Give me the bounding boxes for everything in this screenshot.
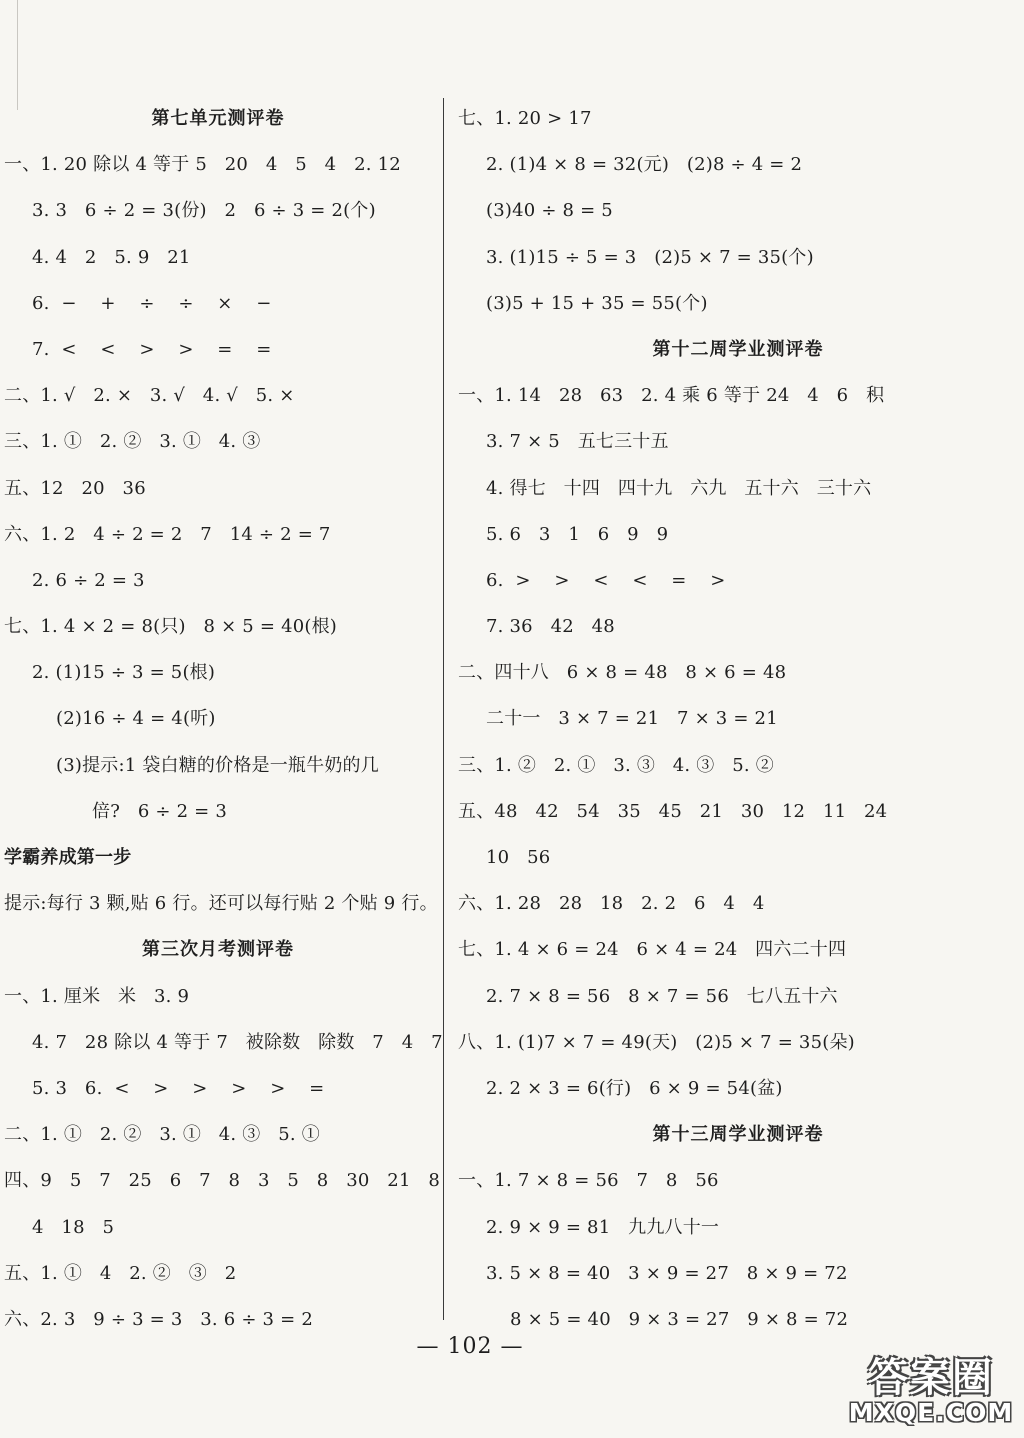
answer-line: 2. 9 × 9 = 81 九九八十一 [486,1216,720,1238]
section-heading-unit7: 第七单元测评卷 [151,108,285,129]
answer-line: 四、9 5 7 25 6 7 8 3 5 8 30 21 8 [4,1170,441,1192]
answer-line: 七、1. 20 > 17 [458,108,592,129]
answer-line: 5. 6 3 1 6 9 9 [486,523,669,545]
section-heading-monthly-test3: 第三次月考测评卷 [142,939,294,961]
answer-line: 七、1. 4 × 6 = 24 6 × 4 = 24 四六二十四 [458,939,847,961]
answer-line: 6. − + ÷ ÷ × − [32,292,272,314]
answer-line: 提示:每行 3 颗,贴 6 行。还可以每行贴 2 个贴 9 行。 [4,893,438,915]
answer-line: 六、1. 28 28 18 2. 2 6 4 4 [458,893,765,915]
answer-line: 三、1. ② 2. ① 3. ③ 4. ③ 5. ② [458,754,774,776]
answer-line: 5. 3 6. < > > > > = [32,1077,325,1099]
answer-line: 一、1. 20 除以 4 等于 5 20 4 5 4 2. 12 [4,154,401,176]
answer-line: 2. (1)15 ÷ 3 = 5(根) [32,662,216,684]
answer-line: 3. 5 × 8 = 40 3 × 9 = 27 8 × 9 = 72 [486,1262,848,1284]
answer-line: (2)16 ÷ 4 = 4(听) [56,708,216,730]
answer-line: 7. < < > > = = [32,338,272,360]
answer-line: 3. (1)15 ÷ 5 = 3 (2)5 × 7 = 35(个) [486,246,814,268]
right-column [458,96,1018,1343]
answer-line: 七、1. 4 × 2 = 8(只) 8 × 5 = 40(根) [4,616,338,638]
answer-line: 一、1. 14 28 63 2. 4 乘 6 等于 24 4 6 积 [458,385,885,407]
site-watermark-logo [846,1346,1016,1432]
answer-line: 7. 36 42 48 [486,616,615,638]
answer-line: 8 × 5 = 40 9 × 3 = 27 9 × 8 = 72 [510,1308,849,1330]
answer-line: 二十一 3 × 7 = 21 7 × 3 = 21 [486,708,778,730]
answer-line: 10 56 [486,847,551,868]
answer-line: 倍? 6 ÷ 2 = 3 [92,800,228,822]
column-divider [443,98,444,1320]
answer-line: 3. 3 6 ÷ 2 = 3(份) 2 6 ÷ 3 = 2(个) [32,200,376,222]
answer-line: 2. 2 × 3 = 6(行) 6 × 9 = 54(盆) [486,1077,783,1099]
answer-line: 4. 7 28 除以 4 等于 7 被除数 除数 7 4 7 [32,1031,443,1053]
page-number: — 102 — [416,1334,524,1359]
answer-line: 八、1. (1)7 × 7 = 49(天) (2)5 × 7 = 35(朵) [458,1031,855,1053]
answer-line: 一、1. 厘米 米 3. 9 [4,985,190,1007]
answer-line: 二、四十八 6 × 8 = 48 8 × 6 = 48 [458,662,787,684]
left-column [4,96,443,1343]
watermark-title: 答案圈 [868,1355,994,1401]
answer-line: 一、1. 7 × 8 = 56 7 8 56 [458,1170,719,1192]
answer-line: 五、12 20 36 [4,477,146,499]
answer-line: 二、1. ① 2. ② 3. ① 4. ③ 5. ① [4,1124,320,1146]
answer-line: 4. 4 2 5. 9 21 [32,246,191,268]
answer-line: 2. 7 × 8 = 56 8 × 7 = 56 七八五十六 [486,985,838,1007]
section-heading-week12: 第十二周学业测评卷 [652,338,824,360]
section-heading-week13: 第十三周学业测评卷 [652,1124,824,1146]
section-heading-xueba: 学霸养成第一步 [4,847,132,868]
answer-line: 4 18 5 [32,1216,115,1238]
answer-line: 6. > > < < = > [486,569,726,591]
answer-line: 2. (1)4 × 8 = 32(元) (2)8 ÷ 4 = 2 [486,154,803,176]
answer-line: 六、2. 3 9 ÷ 3 = 3 3. 6 ÷ 3 = 2 [4,1308,313,1330]
answer-line: 五、48 42 54 35 45 21 30 12 11 24 [458,800,888,822]
answer-line: 3. 7 × 5 五七三十五 [486,431,669,453]
answer-line: 2. 6 ÷ 2 = 3 [32,569,145,591]
answer-line: (3)提示:1 袋白糖的价格是一瓶牛奶的几 [56,754,379,776]
answer-line: 二、1. √ 2. × 3. √ 4. √ 5. × [4,385,295,407]
answer-line: 六、1. 2 4 ÷ 2 = 2 7 14 ÷ 2 = 7 [4,523,331,545]
answer-line: (3)5 + 15 + 35 = 55(个) [486,292,708,314]
answer-line: 4. 得七 十四 四十九 六九 五十六 三十六 [486,477,872,499]
scan-artifact-line [17,0,18,110]
answer-line: 三、1. ① 2. ② 3. ① 4. ③ [4,431,261,453]
answer-line: 五、1. ① 4 2. ② ③ 2 [4,1262,237,1284]
watermark-domain: MXQE.COM [848,1398,1014,1427]
answer-line: (3)40 ÷ 8 = 5 [486,200,613,222]
